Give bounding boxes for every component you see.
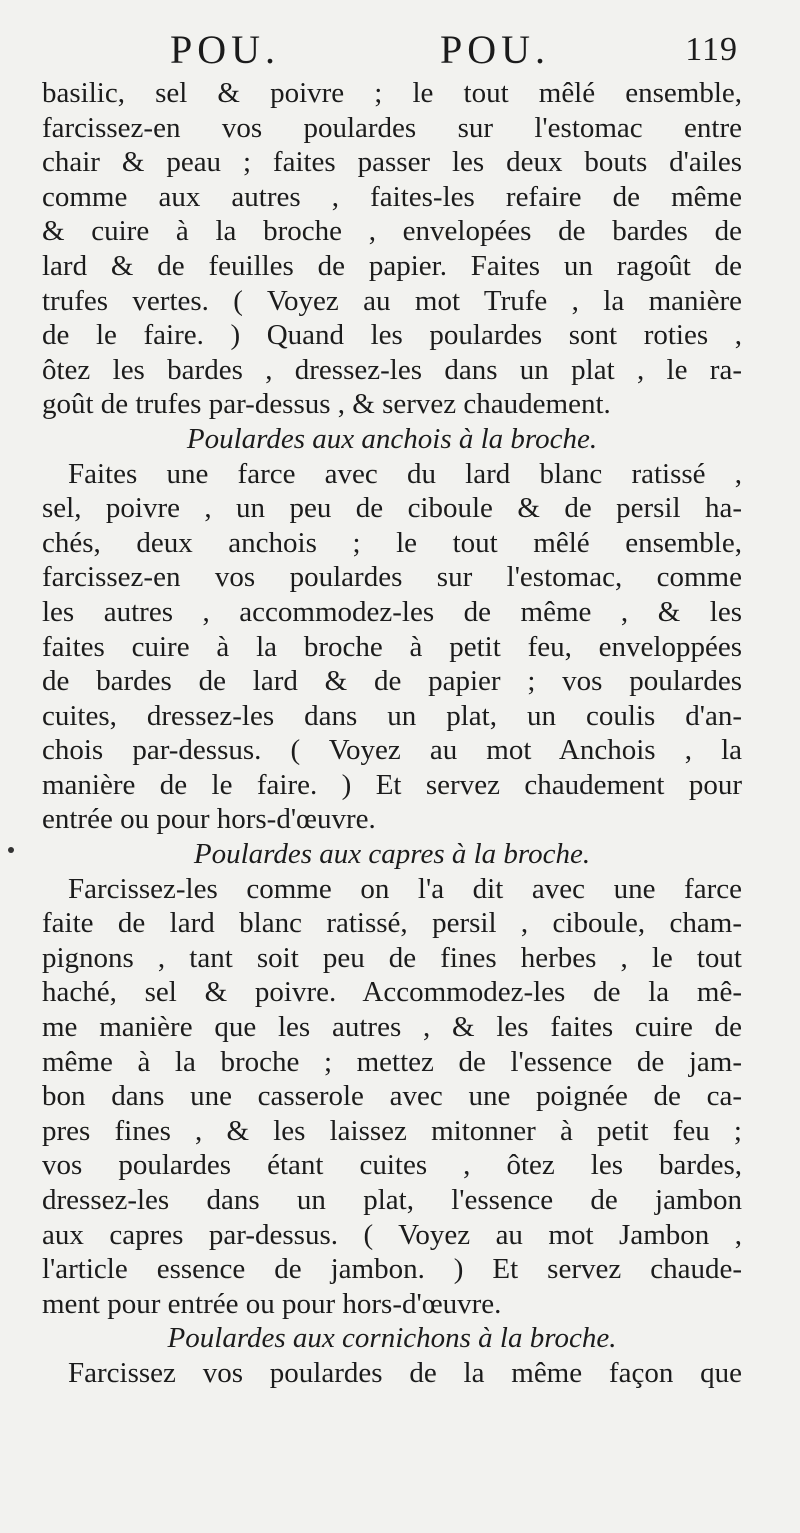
text-line: l'article essence de jambon. ) Et servez chaude- <box>42 1253 742 1286</box>
text-line: farcissez-en vos poulardes sur l'estomac entre <box>42 111 742 144</box>
text-line: me manière que les autres , & les faites cuire de <box>42 1011 742 1044</box>
paragraph-start-line: Faites une farce avec du lard blanc ratissé , <box>68 457 742 490</box>
paragraph-start-line: Farcissez vos poulardes de la même façon que <box>68 1356 742 1389</box>
page-number: 119 <box>685 31 738 68</box>
text-line: les autres , accommodez-les de même , & les <box>42 595 742 628</box>
text-line: chés, deux anchois ; le tout mêlé ensemble, <box>42 526 742 559</box>
section-heading: Poulardes aux cornichons à la broche. <box>167 1322 617 1355</box>
text-line: farcissez-en vos poulardes sur l'estomac, comme <box>42 561 742 594</box>
text-line: manière de le faire. ) Et servez chaudement pour <box>42 768 742 801</box>
paragraph-end-line: ment pour entrée ou pour hors-d'œuvre. <box>42 1287 502 1320</box>
text-line: aux capres par-dessus. ( Voyez au mot Jambon , <box>42 1218 742 1251</box>
running-header <box>0 22 800 78</box>
paragraph-end-line: entrée ou pour hors-d'œuvre. <box>42 803 376 836</box>
text-line: faite de lard blanc ratissé, persil , ciboule, cham- <box>42 907 742 940</box>
text-line: dressez-les dans un plat, l'essence de jambon <box>42 1184 742 1216</box>
section-heading: Poulardes aux anchois à la broche. <box>186 422 598 455</box>
text-line: faites cuire à la broche à petit feu, enveloppées <box>42 630 742 663</box>
text-line: ôtez les bardes , dressez-les dans un plat , le ra- <box>42 353 742 386</box>
section-heading: Poulardes aux capres à la broche. <box>193 838 591 871</box>
paragraph-start-line: Farcissez-les comme on l'a dit avec une farce <box>68 872 742 905</box>
text-line: chair & peau ; faites passer les deux bouts d'ailes <box>42 146 742 179</box>
text-line: haché, sel & poivre. Accommodez-les de la mê- <box>42 976 742 1009</box>
text-line: comme aux autres , faites-les refaire de même <box>42 180 742 213</box>
text-line: de le faire. ) Quand les poulardes sont roties , <box>42 319 742 352</box>
text-line: trufes vertes. ( Voyez au mot Trufe , la manière <box>42 284 742 317</box>
body-text <box>42 76 742 1391</box>
text-line: de bardes de lard & de papier ; vos poulardes <box>42 665 742 698</box>
header-center: POU. <box>440 27 551 72</box>
text-line: même à la broche ; mettez de l'essence de jam- <box>42 1045 742 1078</box>
text-line: cuites, dressez-les dans un plat, un coulis d'an- <box>42 699 742 732</box>
header-left: POU. <box>170 27 281 72</box>
text-line: sel, poivre , un peu de ciboule & de persil ha- <box>42 492 742 525</box>
text-line: chois par-dessus. ( Voyez au mot Anchois , la <box>42 734 742 767</box>
text-line: pres fines , & les laissez mitonner à petit feu ; <box>42 1114 742 1147</box>
text-line: & cuire à la broche , envelopées de bardes de <box>42 215 742 248</box>
ink-speck <box>8 847 14 853</box>
text-line: vos poulardes étant cuites , ôtez les bardes, <box>42 1149 742 1182</box>
paragraph-end-line: goût de trufes par-dessus , & servez chaudement. <box>42 388 611 421</box>
text-line: lard & de feuilles de papier. Faites un ragoût de <box>42 249 742 282</box>
text-line: bon dans une casserole avec une poignée de ca- <box>42 1080 742 1113</box>
text-line: basilic, sel & poivre ; le tout mêlé ensemble, <box>42 77 742 109</box>
text-line: pignons , tant soit peu de fines herbes , le tout <box>42 941 742 974</box>
